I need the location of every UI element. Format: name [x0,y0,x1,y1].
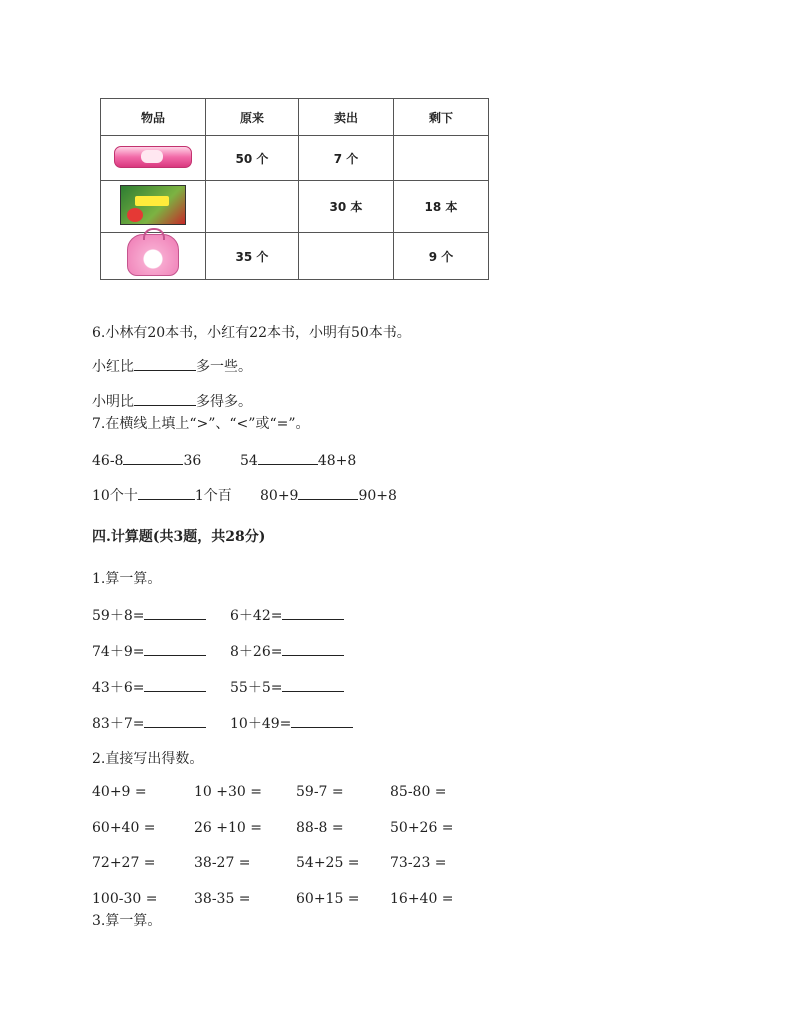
calc-1-item [92,677,206,697]
header-left: 剩下 [394,99,489,136]
answer-blank[interactable] [138,485,195,500]
calc-1-item [92,605,206,625]
section-4-title: 四.计算题(共3题，共28分) [92,529,266,545]
calc-1-item [92,713,206,733]
pink-backpack-icon [127,234,179,276]
calc-expression: 43＋6= [92,680,145,696]
q7-item [240,450,356,469]
answer-blank[interactable] [282,605,344,620]
header-original: 原来 [206,99,299,136]
answer-blank[interactable] [298,485,358,500]
left-cell [394,136,489,181]
sold-cell: 7 个 [299,136,394,181]
calc-1-item [92,641,206,661]
table-row [101,136,489,181]
direct-calc-item: 88-8 = [296,820,344,836]
direct-calc-item: 10 +30 = [194,784,262,800]
direct-calc-item: 73-23 = [390,855,447,871]
calc-1-item [230,677,344,697]
calc-1-title: 1.算一算。 [92,571,162,587]
answer-blank[interactable] [123,450,183,465]
q7-right: 90+8 [358,488,397,504]
sold-cell: 30 本 [299,181,394,233]
item-cell [101,181,206,233]
answer-blank[interactable] [291,713,353,728]
answer-blank[interactable] [144,713,206,728]
left-cell: 9 个 [394,233,489,280]
calc-2-title: 2.直接写出得数。 [92,751,204,767]
q7-right: 36 [183,453,202,469]
q7-item [92,450,201,469]
answer-blank[interactable] [282,641,344,656]
direct-calc-item: 54+25 = [296,855,360,871]
q7-right: 48+8 [317,453,357,469]
q6-line1-prefix: 小红比 [92,359,134,375]
calc-expression: 74＋9= [92,644,145,660]
table-row [101,233,489,280]
q6-line1-suffix: 多一些。 [196,359,252,375]
calc-expression: 10＋49= [230,716,292,732]
q6-line2-prefix: 小明比 [92,394,134,410]
original-cell: 35 个 [206,233,299,280]
direct-calc-item: 38-35 = [194,891,251,907]
direct-calc-item: 26 +10 = [194,820,262,836]
q7-left: 80+9 [260,488,299,504]
original-cell [206,181,299,233]
calc-1-item [230,641,344,661]
calc-expression: 59＋8= [92,608,145,624]
calc-expression: 6＋42= [230,608,283,624]
direct-calc-item: 85-80 = [390,784,447,800]
calc-expression: 83＋7= [92,716,145,732]
answer-blank[interactable] [144,605,206,620]
question-6-stem: 6.小林有20本书，小红有22本书，小明有50本书。 [92,325,411,341]
calc-3-title: 3.算一算。 [92,913,162,929]
answer-blank[interactable] [282,677,344,692]
direct-calc-item: 50+26 = [390,820,454,836]
calc-expression: 8＋26= [230,644,283,660]
pencil-case-icon [114,146,192,168]
calc-1-item [230,713,353,733]
table-row [101,181,489,233]
item-cell [101,136,206,181]
item-cell [101,233,206,280]
q6-line2-suffix: 多得多。 [196,394,252,410]
direct-calc-item: 72+27 = [92,855,156,871]
direct-calc-item: 100-30 = [92,891,158,907]
direct-calc-item: 16+40 = [390,891,454,907]
answer-blank[interactable] [134,391,196,406]
q7-right: 1个百 [194,488,232,504]
question-7-stem: 7.在横线上填上“>”、“<”或“=”。 [92,416,310,432]
direct-calc-item: 40+9 = [92,784,147,800]
calc-expression: 55＋5= [230,680,283,696]
storybook-icon [120,185,186,225]
question-6-line-1 [92,356,252,376]
header-item: 物品 [101,99,206,136]
q7-item [260,485,397,504]
table-header-row [101,99,489,136]
original-cell: 50 个 [206,136,299,181]
direct-calc-item: 38-27 = [194,855,251,871]
left-cell: 18 本 [394,181,489,233]
answer-blank[interactable] [144,641,206,656]
answer-blank[interactable] [144,677,206,692]
direct-calc-item: 59-7 = [296,784,344,800]
direct-calc-item: 60+40 = [92,820,156,836]
answer-blank[interactable] [134,356,196,371]
q7-left: 54 [240,453,258,469]
q7-item [92,485,232,505]
calc-1-item [230,605,344,625]
q7-left: 46-8 [92,453,124,469]
answer-blank[interactable] [258,450,318,465]
sold-cell [299,233,394,280]
header-sold: 卖出 [299,99,394,136]
question-6-line-2 [92,391,252,411]
q7-left: 10个十 [92,488,138,504]
goods-table [100,98,489,280]
direct-calc-item: 60+15 = [296,891,360,907]
